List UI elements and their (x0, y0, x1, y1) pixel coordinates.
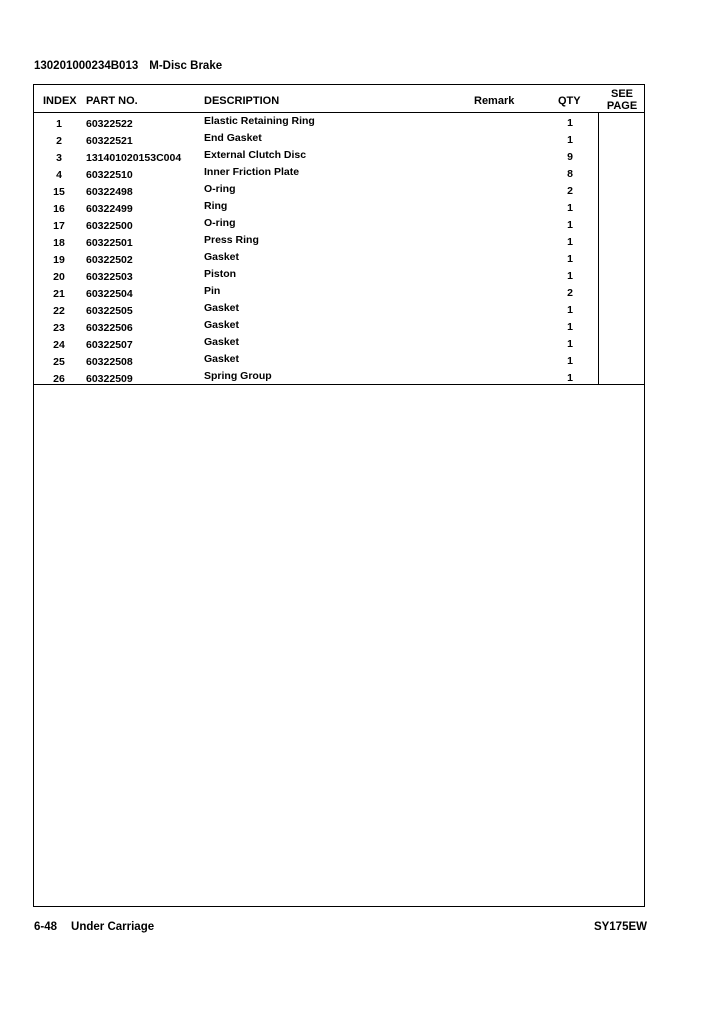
row-part-no: 60322522 (86, 118, 133, 130)
row-index: 16 (53, 203, 65, 215)
row-qty: 1 (567, 321, 573, 333)
row-part-no: 60322505 (86, 305, 133, 317)
table-row (34, 113, 644, 130)
row-index: 23 (53, 322, 65, 334)
document-code: 130201000234B013 (34, 60, 139, 72)
row-qty: 1 (567, 253, 573, 265)
row-qty: 2 (567, 185, 573, 197)
table-row (34, 164, 644, 181)
header-qty: QTY (558, 95, 581, 107)
row-description: Gasket (204, 302, 240, 314)
table-row (34, 351, 644, 368)
header-see-line2: PAGE (606, 100, 638, 112)
row-description: Piston (204, 268, 237, 280)
table-header (34, 85, 644, 113)
row-qty: 1 (567, 355, 573, 367)
row-index: 17 (53, 220, 65, 232)
row-part-no: 60322500 (86, 220, 133, 232)
row-qty: 1 (567, 270, 573, 282)
row-index: 24 (53, 339, 65, 351)
row-qty: 1 (567, 236, 573, 248)
table-row (34, 147, 644, 164)
row-index: 1 (56, 118, 62, 130)
row-qty: 1 (567, 117, 573, 129)
row-qty: 2 (567, 287, 573, 299)
row-description: Elastic Retaining Ring (204, 115, 315, 127)
row-part-no: 60322504 (86, 288, 133, 300)
row-part-no: 60322521 (86, 135, 133, 147)
row-qty: 1 (567, 134, 573, 146)
row-index: 2 (56, 135, 62, 147)
row-description: O-ring (204, 183, 236, 195)
row-index: 15 (53, 186, 65, 198)
table-row (34, 300, 644, 317)
row-part-no: 131401020153C004 (86, 152, 182, 164)
table-rows-end-line (34, 384, 644, 385)
row-part-no: 60322503 (86, 271, 133, 283)
header-index: INDEX (43, 95, 77, 107)
row-description: Press Ring (204, 234, 259, 246)
row-index: 22 (53, 305, 65, 317)
row-description: Gasket (204, 251, 240, 263)
row-description: Gasket (204, 319, 240, 331)
table-row (34, 266, 644, 283)
table-body (34, 113, 644, 385)
row-description: End Gasket (204, 132, 262, 144)
row-part-no: 60322499 (86, 203, 133, 215)
table-row (34, 283, 644, 300)
header-see-page (605, 88, 639, 112)
row-description: Pin (204, 285, 221, 297)
row-description: Gasket (204, 353, 240, 365)
row-description: External Clutch Disc (204, 149, 307, 161)
parts-table (33, 84, 645, 907)
row-part-no: 60322498 (86, 186, 133, 198)
row-description: O-ring (204, 217, 236, 229)
row-part-no: 60322506 (86, 322, 133, 334)
row-qty: 1 (567, 219, 573, 231)
row-index: 18 (53, 237, 65, 249)
document-name: M-Disc Brake (149, 60, 223, 72)
row-index: 20 (53, 271, 65, 283)
row-description: Spring Group (204, 370, 272, 382)
table-row (34, 215, 644, 232)
document-title (34, 60, 222, 72)
table-row (34, 334, 644, 351)
row-description: Gasket (204, 336, 240, 348)
row-part-no: 60322508 (86, 356, 133, 368)
row-index: 26 (53, 373, 65, 385)
row-qty: 9 (567, 151, 573, 163)
footer-left (34, 921, 154, 933)
table-row (34, 232, 644, 249)
footer-page-number: 6-48 (34, 921, 58, 933)
row-index: 21 (53, 288, 65, 300)
table-row (34, 249, 644, 266)
row-index: 4 (56, 169, 62, 181)
row-part-no: 60322507 (86, 339, 133, 351)
table-row (34, 198, 644, 215)
footer-model: SY175EW (593, 921, 647, 933)
row-index: 25 (53, 356, 65, 368)
table-row (34, 317, 644, 334)
row-qty: 1 (567, 372, 573, 384)
row-description: Inner Friction Plate (204, 166, 300, 178)
footer-section: Under Carriage (71, 921, 155, 933)
row-part-no: 60322510 (86, 169, 133, 181)
row-qty: 1 (567, 304, 573, 316)
header-see-line1: SEE (610, 88, 633, 100)
header-remark: Remark (474, 95, 515, 107)
table-row (34, 181, 644, 198)
row-part-no: 60322501 (86, 237, 133, 249)
row-description: Ring (204, 200, 228, 212)
header-description: DESCRIPTION (204, 95, 280, 107)
table-row (34, 130, 644, 147)
row-index: 3 (56, 152, 62, 164)
table-row (34, 368, 644, 385)
row-qty: 8 (567, 168, 573, 180)
row-qty: 1 (567, 338, 573, 350)
row-part-no: 60322509 (86, 373, 133, 385)
row-index: 19 (53, 254, 65, 266)
row-qty: 1 (567, 202, 573, 214)
row-part-no: 60322502 (86, 254, 133, 266)
header-part-no: PART NO. (86, 95, 138, 107)
